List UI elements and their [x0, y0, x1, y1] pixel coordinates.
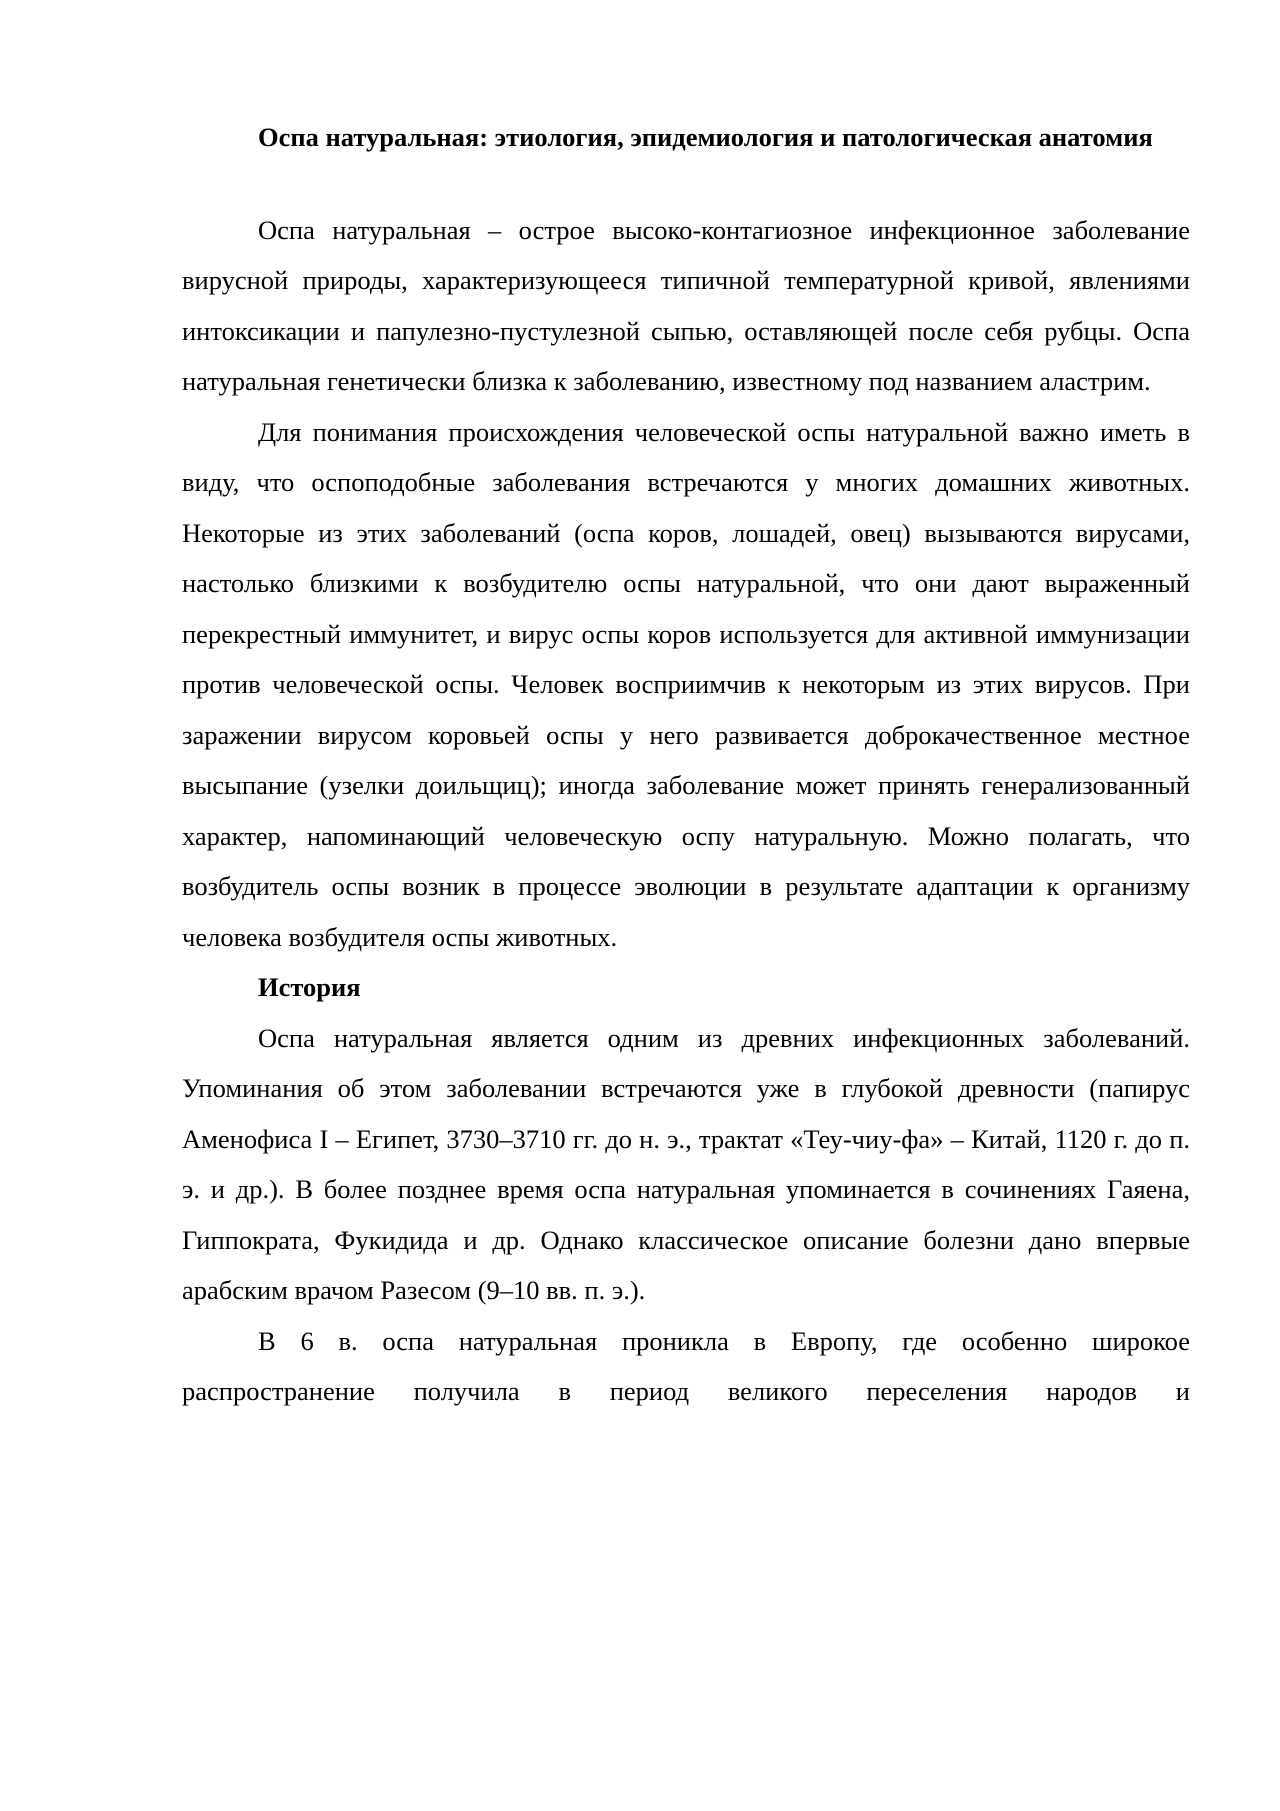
section-heading: История — [258, 972, 361, 1002]
paragraph: Для понимания происхождения человеческой оспы натуральной важно иметь в виду, что оспоподобные заболевания встречаются у многих домашних животных. Некоторые из этих заболеваний (оспа коров, лошадей, овец) вызываются вирусами, настолько близкими к возбудителю оспы натуральной, что они дают выраженный перекрестный иммунитет, и вирус оспы коров используется для активной иммунизации против человеческой оспы. Человек восприимчив к некоторым из этих вирусов. При заражении вирусом коровьей оспы у него развивается доброкачественное местное высыпание (узелки доильщиц); иногда заболевание может принять генерализованный характер, напоминающий человеческую оспу натуральную. Можно полагать, что возбудитель оспы возник в процессе эволюции в результате адаптации к организму человека возбудителя оспы животных. — [182, 416, 1190, 952]
title-spacer — [182, 163, 1190, 205]
paragraph: В 6 в. оспа натуральная проникла в Европу, где особенно широкое распространение получила в период великого переселения народов и — [182, 1325, 1190, 1406]
document-body — [182, 112, 1190, 1417]
paragraph: Оспа натуральная является одним из древних инфекционных заболеваний. Упоминания об этом заболевании встречаются уже в глубокой древности (папирус Аменофиса I – Египет, 3730–3710 гг. до н. э., трактат «Теу-чиу-фа» – Китай, 1120 г. до п. э. и др.). В более позднее время оспа натуральная упоминается в сочинениях Гаяена, Гиппократа, Фукидида и др. Однако классическое описание болезни дано впервые арабским врачом Разесом (9–10 вв. п. э.). — [182, 1022, 1190, 1305]
paragraph: Оспа натуральная – острое высоко-контагиозное инфекционное заболевание вирусной природы, характеризующееся типичной температурной кривой, явлениями интоксикации и папулезно-пустулезной сыпью, оставляющей после себя рубцы. Оспа натуральная генетически близка к заболеванию, известному под названием аластрим. — [182, 214, 1190, 396]
document-title: Оспа натуральная: этиология, эпидемиология и патологическая анатомия — [258, 122, 1153, 152]
